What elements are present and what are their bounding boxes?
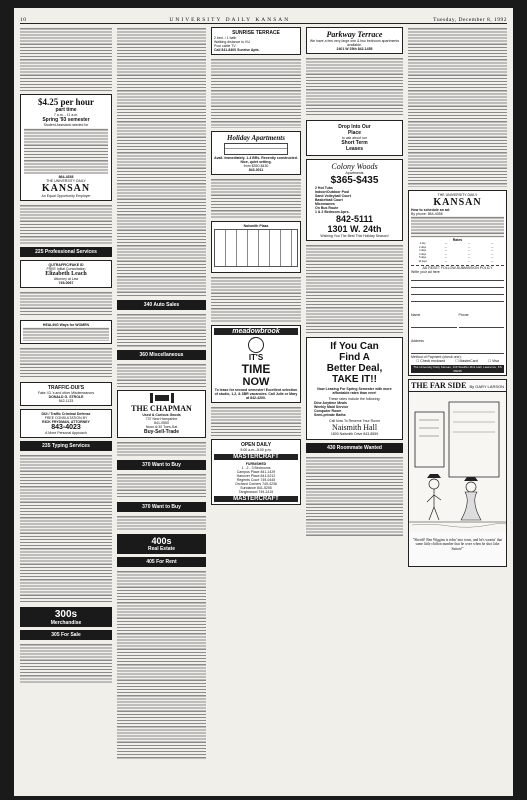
payment-option-label: MasterCard <box>459 359 478 363</box>
ad-location: Hanover Place 841-5212 <box>236 474 276 478</box>
ad-feature: Weekly Maid Service <box>314 405 349 409</box>
ad-call: Call Now To Reserve Your Room <box>329 419 380 423</box>
colony-woods-ad <box>306 159 403 241</box>
chapman-logo-icon <box>120 393 203 403</box>
elizabeth-leach-ad <box>20 260 112 288</box>
ad-title: Holiday Apartments <box>227 134 285 142</box>
ad-sub: Avail. Immediately. 1-4 BRs. Recently constructed. Nice, quiet setting. <box>214 156 298 164</box>
naismith-hall-ad <box>306 337 403 440</box>
classified-text-block <box>306 456 403 536</box>
column-3 <box>211 27 301 792</box>
section-number: 300s <box>54 609 78 620</box>
column-1 <box>20 27 112 792</box>
ad-sub: Fake I.D.'s and other Misdemeanors <box>37 391 95 395</box>
ad-feature: Dine Anytime Meals <box>314 401 347 405</box>
ad-item: Call 841-8400 Sunrise Apts. <box>214 48 260 52</box>
frydman-ad <box>20 409 112 438</box>
ad-text-field[interactable] <box>411 275 504 281</box>
ad-title: TRAFFIC-DUI'S <box>47 385 85 391</box>
classified-text-block <box>117 473 206 499</box>
classified-text-block <box>20 643 112 683</box>
sunrise-terrace-ad <box>211 27 301 55</box>
healing-ways-ad <box>20 320 112 344</box>
ad-its: IT'S <box>248 353 264 362</box>
section-header-auto-sales: 340 Auto Sales <box>117 300 206 310</box>
classified-text-block <box>20 204 112 244</box>
ad-text-field[interactable] <box>411 282 504 288</box>
classified-text-block <box>20 27 112 91</box>
payment-label: Method of Payment (check one): <box>411 355 462 359</box>
comic-illustration-icon <box>409 392 506 532</box>
ad-item: Walking distance to KU <box>214 40 251 44</box>
form-cutout: AD RESET FOLLOW-SUBMISSION POLICY <box>411 265 504 270</box>
section-label: Merchandise <box>50 620 82 626</box>
rates-row: 2 days — — — <box>411 246 504 250</box>
chapman-ad <box>117 390 206 438</box>
ad-sub: FREE Initial Consultation <box>46 267 86 271</box>
name-label: Name <box>411 313 421 317</box>
ad-logo: Naismith Hall <box>331 423 378 432</box>
ad-title: THE CHAPMAN <box>131 404 192 413</box>
page-number-left: 10 <box>20 17 27 23</box>
classified-text-block <box>306 244 403 334</box>
ad-title: QUTRAFFIC/FAKE ID <box>48 263 84 267</box>
ad-location: Tanglewood 749-2415 <box>238 490 274 494</box>
traffic-dui-ad <box>20 382 112 406</box>
comic-caption: "Sheriff! Ben Wiggins is ridin' into town, and he's wearin' that same little chiffon number that he wore when he shot Jake Sutton!" <box>412 538 503 551</box>
ad-price: $365-$435 <box>330 175 379 186</box>
address-field[interactable] <box>411 348 504 354</box>
classified-text-block <box>306 57 403 117</box>
ad-item: 1 & 2 Bedroom Aprs. <box>315 210 350 214</box>
column-4 <box>306 27 403 792</box>
ad-tag: Buy-Sell-Trade <box>143 429 179 435</box>
ad-title: SUNRISE TERRACE <box>232 30 280 36</box>
ad-title: DUI / Traffic Criminal Defense <box>41 412 91 416</box>
ad-line: Drop Into Our <box>338 124 371 130</box>
section-header-misc: 360 Miscellaneous <box>117 350 206 360</box>
rates-row: 10 days — — — <box>411 260 504 264</box>
ad-item: On Bus Route <box>315 206 339 210</box>
payment-check[interactable]: ☐ Check enclosed <box>416 359 446 363</box>
ad-line: If You Can <box>330 341 379 352</box>
section-header-roommates: 430 Roommate Wanted <box>306 443 403 453</box>
rate-day: 4 days <box>419 252 427 256</box>
classified-text-block <box>117 515 206 531</box>
rates-row: 1 day — — — <box>411 242 504 246</box>
ad-logo-bottom: MASTERCRAFT <box>214 496 298 502</box>
classified-text-block <box>117 27 206 297</box>
ad-logo: MASTERCRAFT <box>214 454 298 460</box>
rates-row: 4 days — — — <box>411 253 504 257</box>
ad-item: 2 bed. / 1 bath <box>214 36 237 40</box>
ad-name: Elizabeth Leach <box>45 271 87 277</box>
ad-tag: A More Personal Approach <box>45 431 87 435</box>
section-number: 400s <box>151 536 172 546</box>
ad-price: from $350-$430 <box>243 164 269 168</box>
phone-field[interactable] <box>459 322 505 328</box>
ad-body: To lease for second semester! Excellent selection of studio, 1,2, & 3BR vacancies. Call Julie or Mary at 842-4200. <box>214 388 298 400</box>
ad-phone: 843-0011 <box>248 168 264 172</box>
ad-bedrooms: 1 - 2 - 3 Bedrooms <box>241 466 271 470</box>
ad-line: TAKE IT!! <box>332 374 377 385</box>
classified-text-block <box>20 291 112 317</box>
ad-item: Microwaves <box>315 202 335 206</box>
ad-location: Regents Court 749-0445 <box>236 478 276 482</box>
form-title: THE UNIVERSITY DAILY <box>437 193 478 197</box>
classified-text-block <box>211 406 301 436</box>
newspaper-page <box>14 8 513 796</box>
ad-body: Now Leasing For Spring Semester with more affordable rates than ever! <box>317 387 392 395</box>
parttime-text: part time <box>55 107 77 113</box>
ad-sub: We have a few very large one & two bedroom apartments available. <box>309 39 400 47</box>
classified-text-block <box>20 454 112 604</box>
ad-sub: Apartments <box>345 171 364 175</box>
ad-title: HEALING Ways for WOMEN <box>42 323 90 327</box>
section-header-for-sale: 305 For Sale <box>20 630 112 640</box>
section-header-want-to-buy-2: 370 Want to Buy <box>117 502 206 512</box>
classified-text-block <box>408 27 507 187</box>
classified-text-block <box>20 347 112 379</box>
section-header-real-estate <box>117 534 206 554</box>
map-icon <box>214 229 298 267</box>
form-phone: By phone: 864-4358 <box>411 212 443 216</box>
rate-day: 2 days <box>419 245 427 249</box>
meadowbrook-ad <box>211 325 301 403</box>
wage-text: $4.25 per hour <box>37 97 95 107</box>
classified-text-block <box>211 276 301 322</box>
kansan-job-ad <box>20 94 112 201</box>
ad-phone: 842-5111 <box>335 214 374 224</box>
ad-line: Short Term <box>341 140 368 146</box>
form-footer: The University Daily Kansan, 119 Stauffer-Flint Hall, Lawrence, KS 66045 <box>411 365 504 373</box>
kansan-logo: KANSAN <box>41 183 91 194</box>
far-side-comic <box>408 379 507 567</box>
ad-feature: Computer Room <box>314 409 342 413</box>
hours-text: 7 a.m. - 11 a.m. <box>53 113 79 117</box>
sub-text: Student Assistant needed for <box>43 123 89 127</box>
ad-phone: 2401 W 25th 842-1455 <box>336 47 373 51</box>
ad-name: RICK FRYDMAN, ATTORNEY <box>42 420 90 424</box>
classified-text-block <box>211 58 301 128</box>
ad-phone: 1800 Naismith Drive 843-8559 <box>330 432 379 436</box>
section-header-typing: 235 Typing Services <box>20 441 112 451</box>
column-5 <box>408 27 507 792</box>
ad-item: Basketball Court <box>315 198 343 202</box>
naismith-plaza-map-ad <box>211 221 301 273</box>
ad-name: DONALD G. STROLE <box>48 395 84 399</box>
ad-location: Sundance 841-5255 <box>240 486 272 490</box>
masthead: UNIVERSITY DAILY KANSAN <box>169 17 291 23</box>
ad-features-intro: These rates include the following: <box>328 397 381 401</box>
classified-text-block <box>117 313 206 347</box>
ad-line: Find A <box>339 352 370 363</box>
ad-item: Pool cable TV <box>214 44 236 48</box>
classified-text-block <box>211 178 301 218</box>
ad-title: Parkway Terrace <box>326 30 383 39</box>
ad-feature: Semi-private Baths <box>314 413 346 417</box>
mastercraft-ad <box>211 439 301 505</box>
section-header-for-rent: 405 For Rent <box>117 557 206 567</box>
ad-furnished: FURNISHED <box>245 462 267 466</box>
phone-text: 864-4358 <box>58 175 74 179</box>
comic-title: THE FAR SIDE <box>411 381 467 390</box>
ad-time: TIME <box>241 362 271 376</box>
ad-phone: 841-0550 <box>154 421 169 425</box>
classified-text-block <box>117 363 206 387</box>
ad-now: NOW <box>242 376 270 388</box>
rates-row: 3 days — — — <box>411 249 504 253</box>
ad-tag: Wishing You The Best This Holiday Season! <box>320 234 389 238</box>
payment-mastercard[interactable]: ☐ MasterCard <box>455 359 478 363</box>
form-logo: KANSAN <box>433 197 482 208</box>
ad-location: Orchard Corners 749-4236 <box>235 482 277 486</box>
ad-address: 1301 W. 24th <box>327 224 382 234</box>
ad-item: 2 Hot Tubs <box>315 186 333 190</box>
payment-visa[interactable]: ☐ Visa <box>488 359 499 363</box>
classified-order-form <box>408 190 507 376</box>
page-header <box>20 13 507 24</box>
ad-text-field[interactable] <box>411 289 504 295</box>
rates-row: 5 days — — — <box>411 256 504 260</box>
classified-text-block <box>117 441 206 457</box>
rate-day: 3 days <box>419 249 427 252</box>
ad-phone: 843-4023 <box>51 424 81 431</box>
building-icon <box>224 143 288 155</box>
ad-sub: Used & Curious Goods <box>142 413 181 417</box>
address-label: Address <box>411 339 424 343</box>
name-field[interactable] <box>411 322 457 328</box>
ad-line: to ask about our <box>341 136 368 140</box>
issue-date: Tuesday, December 8, 1992 <box>433 17 507 23</box>
semester-text: Spring '93 semester <box>42 117 90 123</box>
parkway-terrace-ad <box>306 27 403 54</box>
ad-phone: 842-1133 <box>58 399 74 403</box>
ad-item: Indoor/Outdoor Pool <box>315 190 350 194</box>
univdaily-text: THE UNIVERSITY DAILY <box>46 179 86 183</box>
ad-title: Naismith Plaza <box>243 224 269 228</box>
form-how: How to schedule an ad: <box>411 208 451 212</box>
payment-option-label: Visa <box>492 359 499 363</box>
phone-label: Phone <box>458 313 469 317</box>
ad-title: Colony Woods <box>331 162 378 171</box>
section-label: Real Estate <box>148 546 175 552</box>
ad-logo: meadowbrook <box>214 328 298 335</box>
ad-phone: 749-0067 <box>58 281 74 285</box>
form-write-label: Write your ad here <box>411 270 440 274</box>
ad-text-field[interactable] <box>411 296 504 302</box>
ad-location: Campus Place 841-1429 <box>236 470 276 474</box>
ad-item: Sand Volleyball Court <box>315 194 351 198</box>
ad-line: Leases <box>346 146 363 152</box>
ad-line: Better Deal, <box>326 363 383 374</box>
rate-day: 1 day <box>419 242 426 245</box>
ad-sub: FREE CONSULTATION BY <box>44 416 88 420</box>
ad-address: 737 New Hampshire <box>145 417 178 421</box>
eoe-text: An Equal Opportunity Employer <box>41 194 91 198</box>
ad-hours: 9:00 a.m.–5:00 p.m. <box>240 448 272 452</box>
classified-text-block <box>117 570 206 760</box>
ad-hours: Noon-6:30 Tues-Sat <box>145 425 178 429</box>
comic-author: By GARY LARSON <box>469 384 504 389</box>
ad-open: OPEN DAILY <box>240 442 272 448</box>
holiday-apartments-ad <box>211 131 301 175</box>
section-header-want-to-buy: 370 Want to Buy <box>117 460 206 470</box>
payment-option-label: Check enclosed <box>420 359 446 363</box>
ad-role: Attorney at Law <box>53 277 79 281</box>
ad-line: Place <box>347 130 362 136</box>
rate-day: 10 days <box>418 259 427 263</box>
section-header-professional: 225 Professional Services <box>20 247 112 257</box>
column-2 <box>117 27 206 792</box>
drop-in-ad <box>306 120 403 156</box>
form-rates-title: Rates <box>452 238 463 242</box>
section-header-merchandise <box>20 607 112 627</box>
clock-icon <box>248 337 264 353</box>
rate-day: 5 days <box>419 256 427 259</box>
